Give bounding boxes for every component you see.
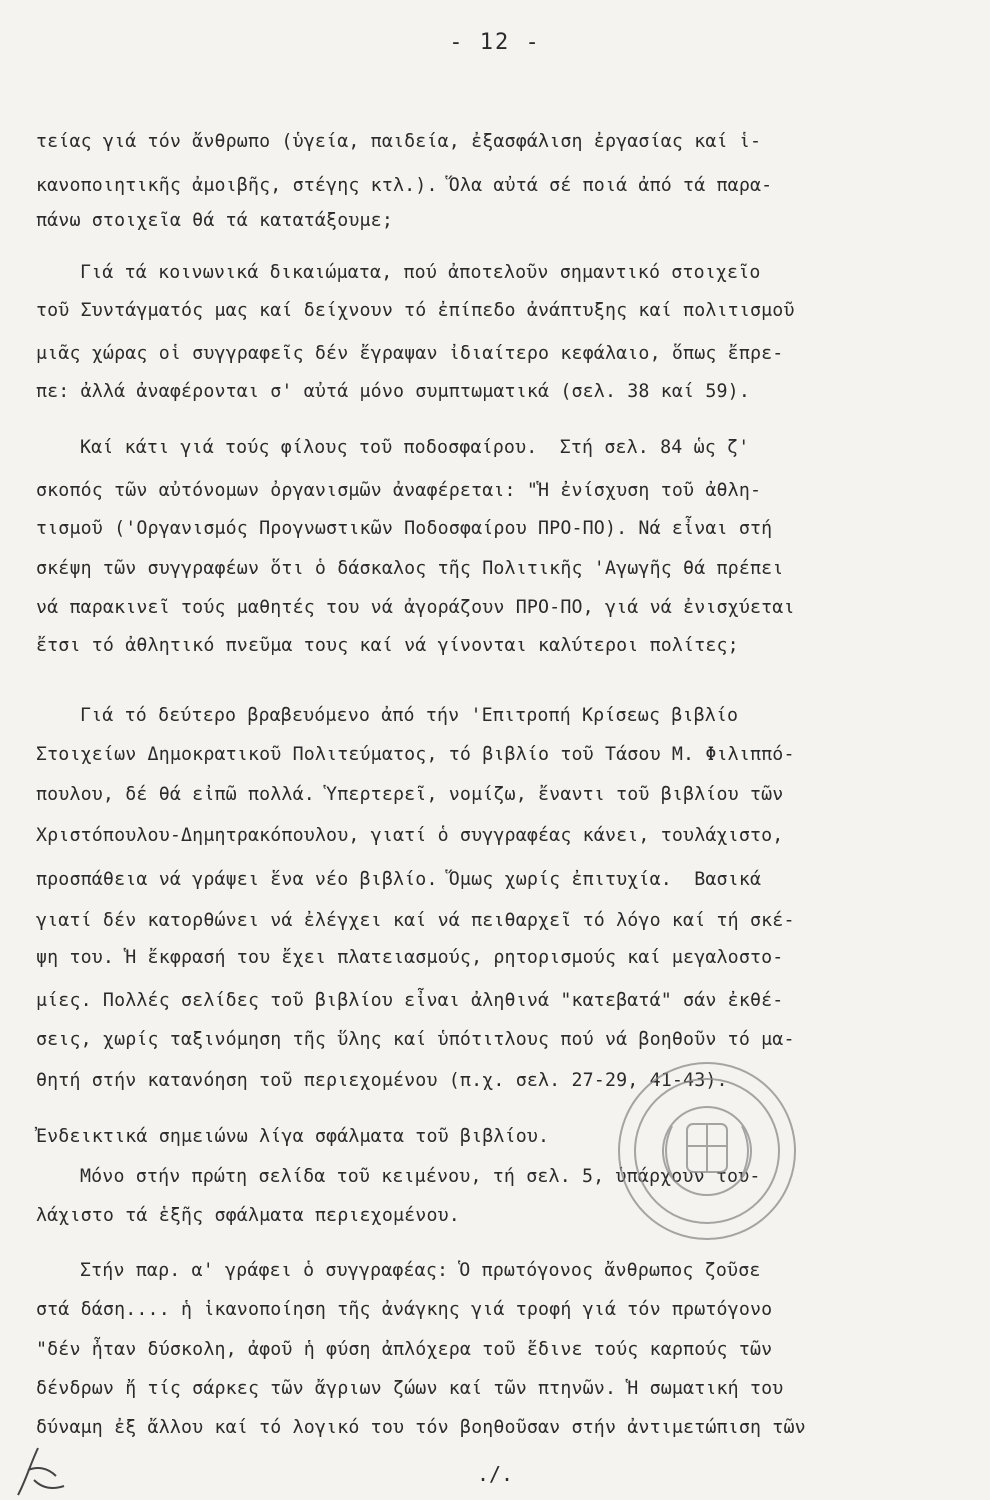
text-line: μιᾶς χώρας οἱ συγγραφεῖς δέν ἔγραψαν ἰδιαίτερο κεφάλαιο, ὅπως ἔπρε-: [36, 343, 784, 364]
handwritten-initial: [8, 1440, 78, 1500]
text-line: νά παρακινεῖ τούς μαθητές του νά ἀγοράζουν ΠΡΟ-ΠΟ, γιά νά ἐνισχύεται: [36, 597, 795, 618]
text-line: δένδρων ἤ τίς σάρκες τῶν ἄγριων ζώων καί τῶν πτηνῶν. Ἡ σωματική του: [36, 1378, 784, 1399]
text-line: πάνω στοιχεῖα θά τά κατατάξουμε;: [36, 210, 393, 231]
text-line: τοῦ Συντάγματός μας καί δείχνουν τό ἐπίπεδο ἀνάπτυξης καί πολιτισμοῦ: [36, 300, 795, 321]
text-line: Γιά τά κοινωνικά δικαιώματα, πού ἀποτελοῦν σημαντικό στοιχεῖο: [80, 262, 761, 283]
text-line: στά δάση.... ἡ ἱκανοποίηση τῆς ἀνάγκης γιά τροφή γιά τόν πρωτόγονο: [36, 1299, 773, 1320]
text-line: Στοιχείων Δημοκρατικοῦ Πολιτεύματος, τό βιβλίο τοῦ Τάσου Μ. Φιλιππό-: [36, 744, 795, 765]
text-line: Μόνο στήν πρώτη σελίδα τοῦ κειμένου, τή σελ. 5, ὑπάρχουν του-: [80, 1166, 761, 1187]
text-line: Χριστόπουλου-Δημητρακόπουλου, γιατί ὁ συγγραφέας κάνει, τουλάχιστο,: [36, 825, 784, 846]
text-line: σκοπός τῶν αὐτόνομων ὀργανισμῶν ἀναφέρεται: "Ἡ ἐνίσχυση τοῦ ἀθλη-: [36, 480, 762, 501]
continuation-mark: ./.: [476, 1462, 514, 1486]
official-seal-stamp: [612, 1056, 802, 1246]
text-line: ψη του. Ἡ ἔκφρασή του ἔχει πλατειασμούς, ρητορισμούς καί μεγαλοστο-: [36, 947, 784, 968]
text-line: κανοποιητικῆς ἀμοιβῆς, στέγης κτλ.). Ὅλα αὐτά σέ ποιά ἀπό τά παρα-: [36, 175, 773, 196]
text-line: "δέν ἦταν δύσκολη, ἀφοῦ ἡ φύση ἀπλόχερα τοῦ ἔδινε τούς καρπούς τῶν: [36, 1339, 773, 1360]
text-line: τισμοῦ ('Οργανισμός Προγνωστικῶν Ποδοσφαίρου ΠΡΟ-ΠΟ). Νά εἶναι στή: [36, 518, 773, 539]
text-line: Γιά τό δεύτερο βραβευόμενο ἀπό τήν 'Επιτροπή Κρίσεως βιβλίο: [80, 705, 739, 726]
text-line: Στήν παρ. α' γράφει ὁ συγγραφέας: Ὁ πρωτόγονος ἄνθρωπος ζοῦσε: [80, 1260, 761, 1281]
text-line: πε: ἀλλά ἀναφέρονται σ' αὐτά μόνο συμπτωματικά (σελ. 38 καί 59).: [36, 381, 750, 402]
text-line: δύναμη ἐξ ἄλλου καί τό λογικό του τόν βοηθοῦσαν στήν ἀντιμετώπιση τῶν: [36, 1417, 806, 1438]
page-number: - 12 -: [449, 30, 541, 55]
text-line: ἔτσι τό ἀθλητικό πνεῦμα τους καί νά γίνονται καλύτεροι πολίτες;: [36, 635, 739, 656]
text-line: Ἐνδεικτικά σημειώνω λίγα σφάλματα τοῦ βιβλίου.: [36, 1126, 550, 1147]
text-line: θητή στήν κατανόηση τοῦ περιεχομένου (π.χ. σελ. 27-29, 41-43).: [36, 1070, 728, 1091]
text-line: σεις, χωρίς ταξινόμηση τῆς ὕλης καί ὑπότιτλους πού νά βοηθοῦν τό μα-: [36, 1029, 795, 1050]
text-line: λάχιστο τά ἑξῆς σφάλματα περιεχομένου.: [36, 1205, 460, 1226]
text-line: Καί κάτι γιά τούς φίλους τοῦ ποδοσφαίρου. Στή σελ. 84 ὡς ζ': [80, 437, 750, 458]
text-line: τείας γιά τόν ἄνθρωπο (ὑγεία, παιδεία, ἐξασφάλιση ἐργασίας καί ἱ-: [36, 131, 762, 152]
text-line: σκέψη τῶν συγγραφέων ὅτι ὁ δάσκαλος τῆς Πολιτικῆς 'Αγωγῆς θά πρέπει: [36, 558, 784, 579]
text-line: προσπάθεια νά γράψει ἕνα νέο βιβλίο. Ὅμως χωρίς ἐπιτυχία. Βασικά: [36, 869, 762, 890]
text-line: μίες. Πολλές σελίδες τοῦ βιβλίου εἶναι ἀληθινά "κατεβατά" σάν ἐκθέ-: [36, 990, 784, 1011]
text-line: πουλου, δέ θά εἰπῶ πολλά. Ὑπερτερεῖ, νομίζω, ἔναντι τοῦ βιβλίου τῶν: [36, 784, 784, 805]
text-line: γιατί δέν κατορθώνει νά ἐλέγχει καί νά πειθαρχεῖ τό λόγο καί τή σκέ-: [36, 910, 795, 931]
